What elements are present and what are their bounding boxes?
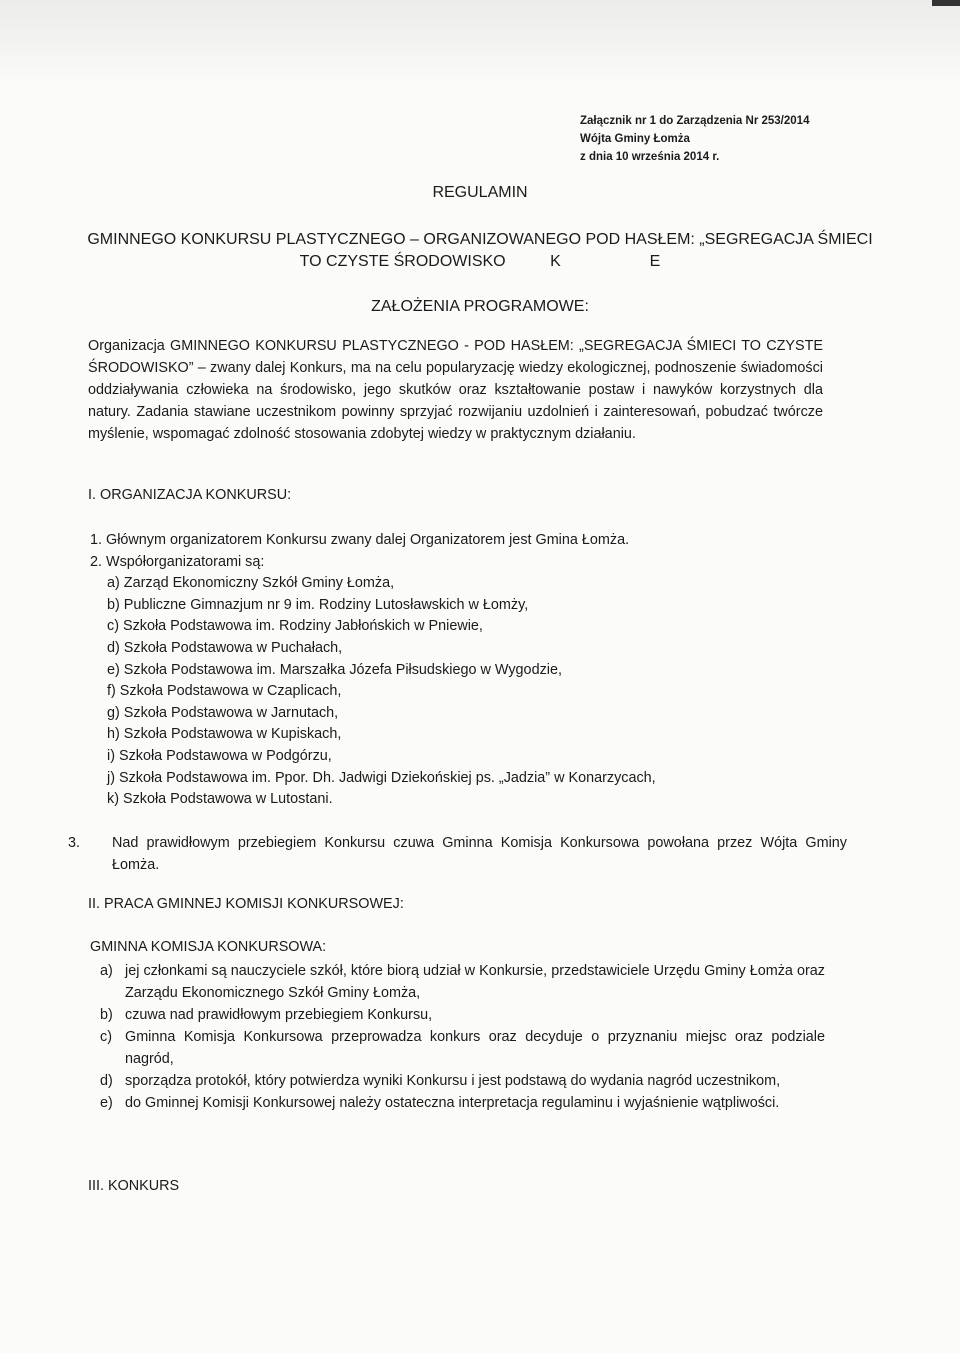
annex-line-1: Załącznik nr 1 do Zarządzenia Nr 253/2014 xyxy=(580,115,810,127)
co-organizer-item: e) Szkoła Podstawowa im. Marszałka Józefa Piłsudskiego w Wygodzie, xyxy=(107,661,562,678)
list-item xyxy=(100,1004,825,1026)
co-organizer-item: g) Szkoła Podstawowa w Jarnutach, xyxy=(107,704,339,721)
scan-corner-mark xyxy=(932,0,960,6)
komisja-list xyxy=(100,960,825,1114)
list-item-text: czuwa nad prawidłowym przebiegiem Konkursu, xyxy=(125,1007,433,1023)
list-item-label: b) xyxy=(100,1007,113,1023)
co-organizer-item: c) Szkoła Podstawowa im. Rodziny Jabłońskich w Pniewie, xyxy=(107,618,483,635)
co-organizer-item: b) Publiczne Gimnazjum nr 9 im. Rodziny Lutosławskich w Łomży, xyxy=(107,596,529,613)
list-item xyxy=(100,1070,825,1092)
annex-line-3: z dnia 10 września 2014 r. xyxy=(580,151,720,163)
list-item-label: a) xyxy=(100,963,113,979)
komisja-heading: GMINNA KOMISJA KONKURSOWA: xyxy=(90,939,327,955)
scan-shadow xyxy=(0,0,960,90)
co-organizer-item: i) Szkoła Podstawowa w Podgórzu, xyxy=(107,747,332,764)
co-organizer-item: h) Szkoła Podstawowa w Kupiskach, xyxy=(107,726,342,743)
list-item xyxy=(100,1092,825,1114)
list-item-text: Gminna Komisja Konkursowa przeprowadza konkurs oraz decyduje o przyznaniu miejsc oraz podziale nagród, xyxy=(125,1029,825,1067)
list-item-text: do Gminnej Komisji Konkursowej należy ostateczna interpretacja regulaminu i wyjaśnienie wątpliwości. xyxy=(125,1095,780,1111)
organizer-item-3-number: 3. xyxy=(68,835,81,851)
section-3-heading: III. KONKURS xyxy=(88,1178,180,1194)
list-item-label: e) xyxy=(100,1095,113,1111)
co-organizer-item: a) Zarząd Ekonomiczny Szkół Gminy Łomża, xyxy=(107,575,395,592)
co-organizer-item: k) Szkoła Podstawowa w Lutostani. xyxy=(107,791,333,808)
section-1-heading: I. ORGANIZACJA KONKURSU: xyxy=(88,487,292,503)
zalozenia-heading: ZAŁOŻENIA PROGRAMOWE: xyxy=(371,298,589,315)
list-item-label: c) xyxy=(100,1029,112,1045)
co-organizer-item: j) Szkoła Podstawowa im. Ppor. Dh. Jadwigi Dziekońskiej ps. „Jadzia” w Konarzycach, xyxy=(107,769,656,786)
annex-line-2: Wójta Gminy Łomża xyxy=(580,133,690,145)
list-item-text: sporządza protokół, który potwierdza wyniki Konkursu i jest podstawą do wydania nagród uczestnikom, xyxy=(125,1073,781,1089)
list-item-text: jej członkami są nauczyciele szkół, które biorą udział w Konkursie, przedstawiciele Urzędu Gminy Łomża oraz Zarządu Ekonomicznego Szkół Gminy Łomża, xyxy=(125,963,825,1001)
organizers-list xyxy=(90,530,656,811)
list-item-label: d) xyxy=(100,1073,113,1089)
organizer-item-1: 1. Głównym organizatorem Konkursu zwany dalej Organizatorem jest Gmina Łomża. xyxy=(90,532,630,548)
list-item xyxy=(100,1026,825,1070)
organizer-item-2: 2. Współorganizatorami są: xyxy=(90,553,265,570)
organizer-item-3-text: Nad prawidłowym przebiegiem Konkursu czuwa Gminna Komisja Konkursowa powołana przez Wójta Gminy Łomża. xyxy=(112,835,847,873)
list-item xyxy=(100,960,825,1004)
document-title: REGULAMIN xyxy=(432,184,528,201)
intro-paragraph: Organizacja GMINNEGO KONKURSU PLASTYCZNEGO - POD HASŁEM: „SEGREGACJA ŚMIECI TO CZYSTE ŚRODOWISKO” – zwany dalej Konkurs, ma na celu popularyzację wiedzy ekologicznej, podnoszenie świadomości oddziaływania człowieka na środowisko, jego skutków oraz kształtowanie postaw i nawyków korzystnych dla natury. Zadania stawiane uczestnikom powinny sprzyjać rozwijaniu uzdolnień i zainteresowań, pobudzać twórcze myślenie, wspomagać zdolność stosowania zdobytej wiedzy w praktycznym działaniu. xyxy=(88,338,823,442)
section-2-heading: II. PRACA GMINNEJ KOMISJI KONKURSOWEJ: xyxy=(88,896,404,912)
co-organizer-item: f) Szkoła Podstawowa w Czaplicach, xyxy=(107,683,342,700)
organizer-item-3 xyxy=(68,832,847,876)
annex-header xyxy=(580,112,809,166)
subtitle-line-2: TO CZYSTE ŚRODOWISKO K E xyxy=(299,253,661,270)
subtitle-line-1: GMINNEGO KONKURSU PLASTYCZNEGO – ORGANIZOWANEGO POD HASŁEM: „SEGREGACJA ŚMIECI xyxy=(87,231,873,248)
co-organizer-item: d) Szkoła Podstawowa w Puchałach, xyxy=(107,639,343,656)
